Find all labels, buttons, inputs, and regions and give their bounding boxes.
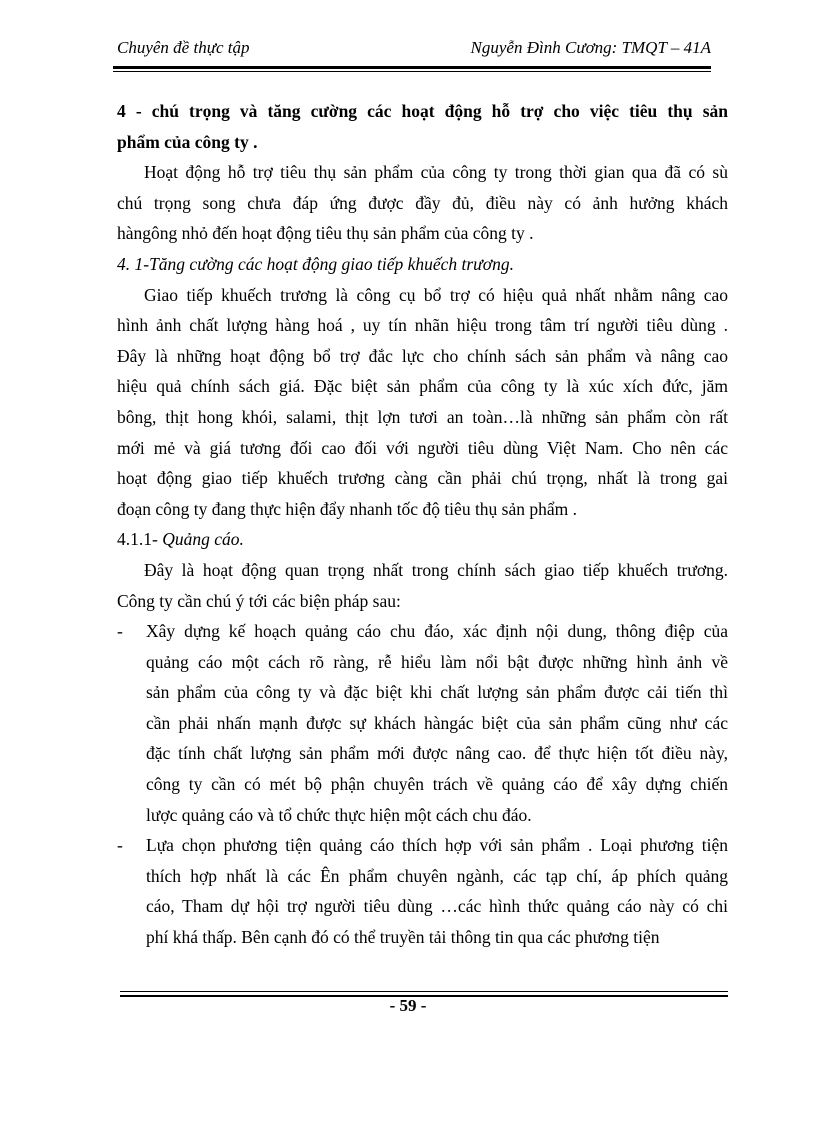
subsection-4-1-1-title: Quảng cáo. [162,529,244,550]
bullet-2-line-2: thích hợp nhất là các Ên phẩm chuyên ngành, các tạp chí, áp phích quảng [146,865,728,886]
section-title-line-1: 4 - chú trọng và tăng cường các hoạt động hỗ trợ cho việc tiêu thụ sản [117,101,728,121]
bullet-2-dash: - [117,835,123,856]
paragraph-2-line-2: hình ảnh chất lượng hàng hoá , uy tín nhãn hiệu trong tâm trí người tiêu dùng . [117,315,728,336]
paragraph-2-line-3: Đây là những hoạt động bổ trợ đắc lực cho chính sách sản phẩm và nâng cao [117,345,728,366]
page-number: - 59 - [389,996,427,1015]
bullet-2-line-3: cáo, Tham dự hội trợ người tiêu dùng …các hình thức quảng cáo này có chi [146,896,728,917]
paragraph-2-line-1: Giao tiếp khuếch trương là công cụ bổ trợ có hiệu quả nhất nhằm nâng cao [144,284,728,305]
paragraph-2-line-8: đoạn công ty đang thực hiện đẩy nhanh tốc độ tiêu thụ sản phẩm . [117,498,578,519]
subsection-4-1-1-heading [117,524,728,555]
page-header [117,38,711,66]
bullet-2-line-4: phí khá thấp. Bên cạnh đó có thể truyền tải thông tin qua các phương tiện [146,927,660,948]
header-right-text: Nguyễn Đình Cương: TMQT – 41A [470,38,711,57]
paragraph-2-line-7: hoạt động giao tiếp khuếch trương càng cần phải chú trọng, nhất là trong gai [117,468,728,489]
header-left-text: Chuyên đề thực tập [117,38,250,57]
bullet-1-line-4: cần phải nhấn mạnh được sự khách hàngác biệt của sản phẩm cũng như các [146,712,728,733]
paragraph-2-line-4: hiệu quả chính sách giá. Đặc biệt sản phẩm của công ty là xúc xích đức, jăm [117,376,728,397]
bullet-1-line-5: đặc tính chất lượng sản phẩm mới được nâng cao. để thực hiện tốt điều này, [146,743,728,764]
header-rule-thick [113,66,711,69]
bullet-1-line-1 [117,616,728,647]
subsection-4-1-heading: 4. 1-Tăng cường các hoạt động giao tiếp khuếch trương. [117,253,514,274]
paragraph-3-line-1: Đây là hoạt động quan trọng nhất trong chính sách giao tiếp khuếch trương. [144,559,728,580]
paragraph-1-line-1: Hoạt động hỗ trợ tiêu thụ sản phẩm của công ty trong thời gian qua đã có sù [144,162,728,183]
subsection-4-1-1-number: 4.1.1- [117,529,163,550]
bullet-1-text-1: Xây dựng kế hoạch quảng cáo chu đáo, xác định nội dung, thông điệp của [146,621,728,642]
paragraph-2-line-6: mới mẻ và giá tương đối cao đối với người tiêu dùng Việt Nam. Cho nên các [117,437,728,458]
bullet-2-line-1 [117,830,728,861]
paragraph-1-line-2: chú trọng song chưa đáp ứng được đầy đủ, điều này có ảnh hưởng khách [117,192,728,213]
paragraph-2-line-5: bông, thịt hong khói, salami, thịt lợn tươi an toàn…là những sản phẩm còn rất [117,406,728,427]
paragraph-1-line-3: hàngông nhỏ đến hoạt động tiêu thụ sản phẩm của công ty . [117,223,534,244]
bullet-1-dash: - [117,621,123,642]
bullet-1-line-6: công ty cần có mét bộ phận chuyên trách về quảng cáo để xây dựng chiến [146,774,728,795]
bullet-2-text-1: Lựa chọn phương tiện quảng cáo thích hợp với sản phẩm . Loại phương tiện [146,835,728,856]
paragraph-3-line-2: Công ty cần chú ý tới các biện pháp sau: [117,590,401,611]
bullet-1-line-7: lược quảng cáo và tổ chức thực hiện một cách chu đáo. [146,804,532,825]
page-content [117,96,728,953]
header-rule-thin [113,71,711,72]
bullet-1-line-3: sản phẩm của công ty và đặc biệt khi chất lượng sản phẩm được cải tiến thì [146,682,728,703]
section-title-line-2: phẩm của công ty . [117,131,258,152]
bullet-1-line-2: quảng cáo một cách rõ ràng, rễ hiểu làm nổi bật được những hình ảnh về [146,651,728,672]
footer-rule-thin [120,991,728,992]
